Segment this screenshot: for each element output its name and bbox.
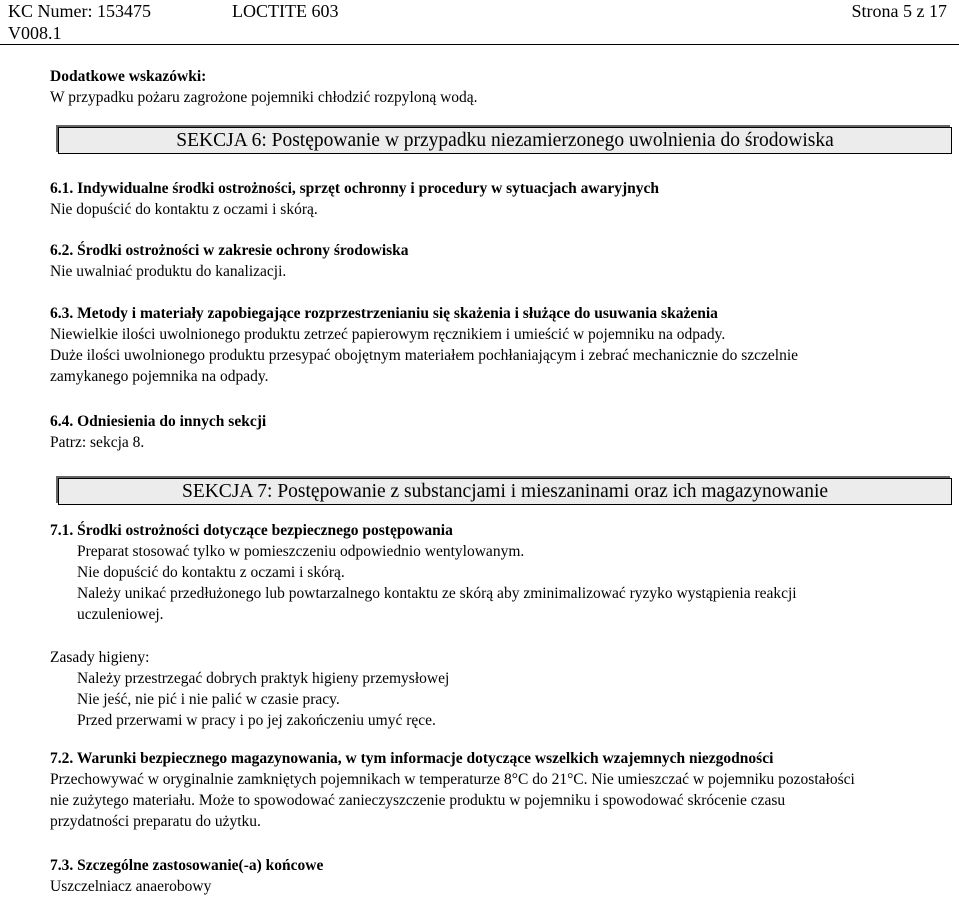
page-header: [0, 0, 959, 44]
s73-title: 7.3. Szczególne zastosowanie(-a) końcowe: [50, 857, 324, 874]
header-divider: [0, 44, 959, 45]
s64-title: 6.4. Odniesienia do innych sekcji: [50, 413, 267, 430]
s62-title: 6.2. Środki ostrożności w zakresie ochrony środowiska: [50, 242, 409, 259]
s73-text: Uszczelniacz anaerobowy: [50, 878, 212, 895]
s64-text: Patrz: sekcja 8.: [50, 434, 145, 451]
s71-line: Preparat stosować tylko w pomieszczeniu odpowiednio wentylowanym.: [77, 543, 525, 560]
s61-text: Nie dopuścić do kontaktu z oczami i skórą.: [50, 201, 318, 218]
version: V008.1: [8, 23, 62, 43]
hygiene-title: Zasady higieny:: [50, 649, 150, 666]
s62-text: Nie uwalniać produktu do kanalizacji.: [50, 263, 287, 280]
s63-title: 6.3. Metody i materiały zapobiegające rozprzestrzenianiu się skażenia i służące do usuwania skażenia: [50, 305, 718, 322]
s71-title: 7.1. Środki ostrożności dotyczące bezpiecznego postępowania: [50, 522, 453, 539]
s72-line: nie zużytego materiału. Może to spowodować zanieczyszczenie produktu w pojemniku i spowodować skrócenie czasu: [50, 792, 786, 809]
section-6-1: [50, 178, 949, 220]
section-7-3: [50, 855, 949, 897]
hygiene-line: Należy przestrzegać dobrych praktyk higieny przemysłowej: [77, 670, 450, 687]
section-7-1: [50, 520, 949, 625]
page-number: Strona 5 z 17: [851, 1, 947, 21]
s63-line: Duże ilości uwolnionego produktu przesypać obojętnym materiałem pochłaniającym i zebrać mechanicznie do szczelnie: [50, 347, 799, 364]
kc-number: KC Numer: 153475: [8, 1, 151, 21]
section-6-3: [50, 303, 949, 387]
s63-line: zamykanego pojemnika na odpady.: [50, 368, 269, 385]
s71-line: Należy unikać przedłużonego lub powtarzalnego kontaktu ze skórą aby zminimalizować ryzyko wystąpienia reakcji: [77, 585, 797, 602]
section-6-2: [50, 240, 949, 282]
s63-line: Niewielkie ilości uwolnionego produktu zetrzeć papierowym ręcznikiem i umieścić w pojemniku na odpady.: [50, 326, 726, 343]
intro-title: Dodatkowe wskazówki:: [50, 68, 207, 85]
s71-line: Nie dopuścić do kontaktu z oczami i skórą.: [77, 564, 345, 581]
intro-text: W przypadku pożaru zagrożone pojemniki chłodzić rozpyloną wodą.: [50, 89, 478, 106]
hygiene-line: Przed przerwami w pracy i po jej zakończeniu umyć ręce.: [77, 712, 436, 729]
hygiene-block: [50, 647, 949, 731]
s71-line: uczuleniowej.: [77, 606, 164, 623]
s72-line: przydatności preparatu do użytku.: [50, 813, 261, 830]
product-name: LOCTITE 603: [232, 1, 339, 21]
section-6-title: SEKCJA 6: Postępowanie w przypadku niezamierzonego uwolnienia do środowiska: [58, 127, 952, 154]
section-7-2: [50, 748, 949, 832]
section-6-4: [50, 411, 949, 453]
section-7-title: SEKCJA 7: Postępowanie z substancjami i mieszaninami oraz ich magazynowanie: [58, 478, 952, 505]
s61-title: 6.1. Indywidualne środki ostrożności, sprzęt ochronny i procedury w sytuacjach awaryjnych: [50, 180, 659, 197]
s72-line: Przechowywać w oryginalnie zamkniętych pojemnikach w temperaturze 8°C do 21°C. Nie umieszczać w pojemniku pozostałości: [50, 771, 855, 788]
s72-title: 7.2. Warunki bezpiecznego magazynowania, w tym informacje dotyczące wszelkich wzajemnych niezgodności: [50, 750, 774, 767]
intro-block: [50, 66, 949, 108]
hygiene-line: Nie jeść, nie pić i nie palić w czasie pracy.: [77, 691, 340, 708]
